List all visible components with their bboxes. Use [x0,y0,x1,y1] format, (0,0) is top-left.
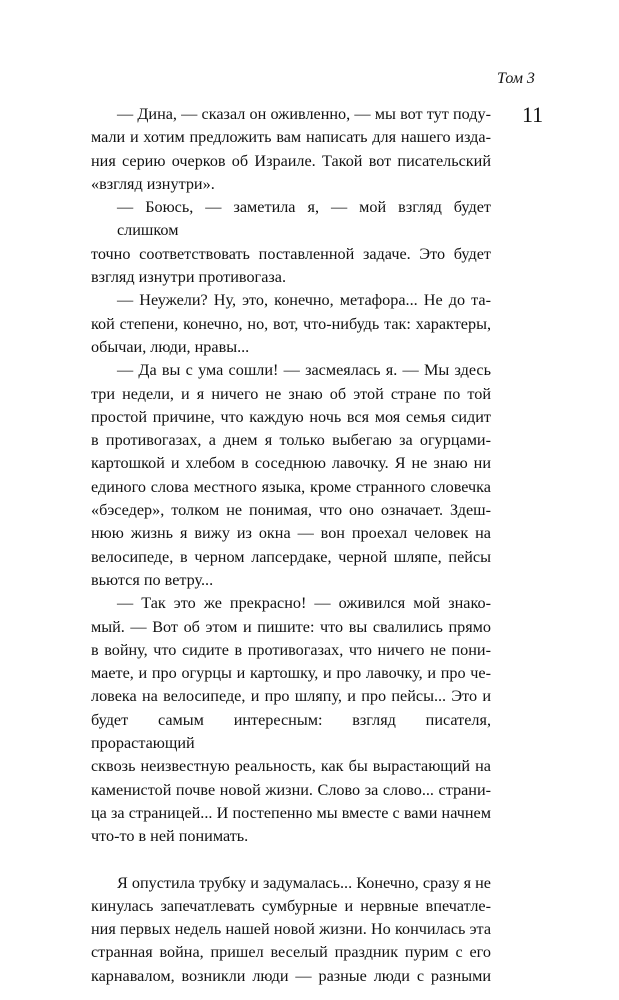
text-line: что-то в ней понимать. [91,827,249,846]
text-line: простой причине, что каждую ночь вся моя семья сидит [91,407,491,426]
text-line: карнавалом, возникли люди — разные люди с разными [91,966,491,985]
text-line: кой степени, конечно, но, вот, что-нибудь так: характеры, [91,314,491,333]
text-line: будет самым интересным: взгляд писателя, прорастающий [91,710,491,753]
text-line: ния первых недель нашей новой жизни. Но кончилась эта [91,920,491,939]
text-line: картошкой и хлебом в соседнюю лавочку. Я не знаю ни [91,454,491,473]
text-line: странная война, пришел веселый праздник пурим с его [91,943,491,962]
text-line: ловека на велосипеде, и про шляпу, и про пейсы... Это и [91,687,491,706]
text-line: сквозь неизвестную реальность, как бы вырастающий на [91,757,491,776]
text-line: — Дина, — сказал он оживленно, — мы вот тут поду- [117,105,491,123]
page-number: 11 [522,102,544,127]
paragraph [91,196,491,289]
text-line: каменистой почве новой жизни. Слово за слово... страни- [91,780,491,799]
text-line: велосипеде, в черном лапсердаке, черной шляпе, пейсы [91,547,491,566]
text-line: — Так это же прекрасно! — оживился мой знако- [117,594,491,613]
text-line: три недели, и я ничего не знаю об этой стране по той [91,384,491,403]
paragraph [91,592,491,848]
text-line: нюю жизнь я вижу из окна — вон проехал человек на [91,524,491,543]
text-line: «взгляд изнутри». [91,174,215,193]
text-line: мали и хотим предложить вам написать для нашего изда- [91,128,491,147]
paragraph [91,103,491,196]
text-line: единого слова местного языка, кроме странного словечка [91,477,491,496]
paragraph [91,872,491,988]
text-line: — Да вы с ума сошли! — засмеялась я. — Мы здесь [117,361,491,380]
section-gap [91,849,491,872]
text-line: в противогазах, а днем я только выбегаю за огурцами- [91,431,491,450]
text-line: «бэседер», толком не понимая, что оно означает. Здеш- [91,501,491,520]
text-line: ния серию очерков об Израиле. Такой вот писательский [91,151,491,170]
text-line: обычаи, люди, нравы... [91,337,250,356]
text-line: — Боюсь, — заметила я, — мой взгляд будет слишком [117,198,491,240]
body-text [91,103,491,988]
text-line: маете, и про огурцы и картошку, и про лавочку, и про че- [91,664,491,683]
text-line: взгляд изнутри противогаза. [91,268,287,287]
text-line: Я опустила трубку и задумалась... Конечно, сразу я не [117,873,491,892]
text-line: ца за страницей... И постепенно мы вместе с вами начнем [91,803,491,822]
text-line: кинулась запечатлевать сумбурные и нервные впечатле- [91,896,491,915]
paragraph [91,289,491,359]
text-line: в войну, что сидите в противогазах, что ничего не пони- [91,640,491,659]
text-line: точно соответствовать поставленной задаче. Это будет [91,244,491,263]
text-line: вьются по ветру... [91,570,214,589]
running-header-volume: Том 3 [497,70,535,87]
text-line: мый. — Вот об этом и пишите: что вы свалились прямо [91,617,491,636]
text-line: — Неужели? Ну, это, конечно, метафора... Не до та- [117,291,491,310]
paragraph [91,359,491,592]
